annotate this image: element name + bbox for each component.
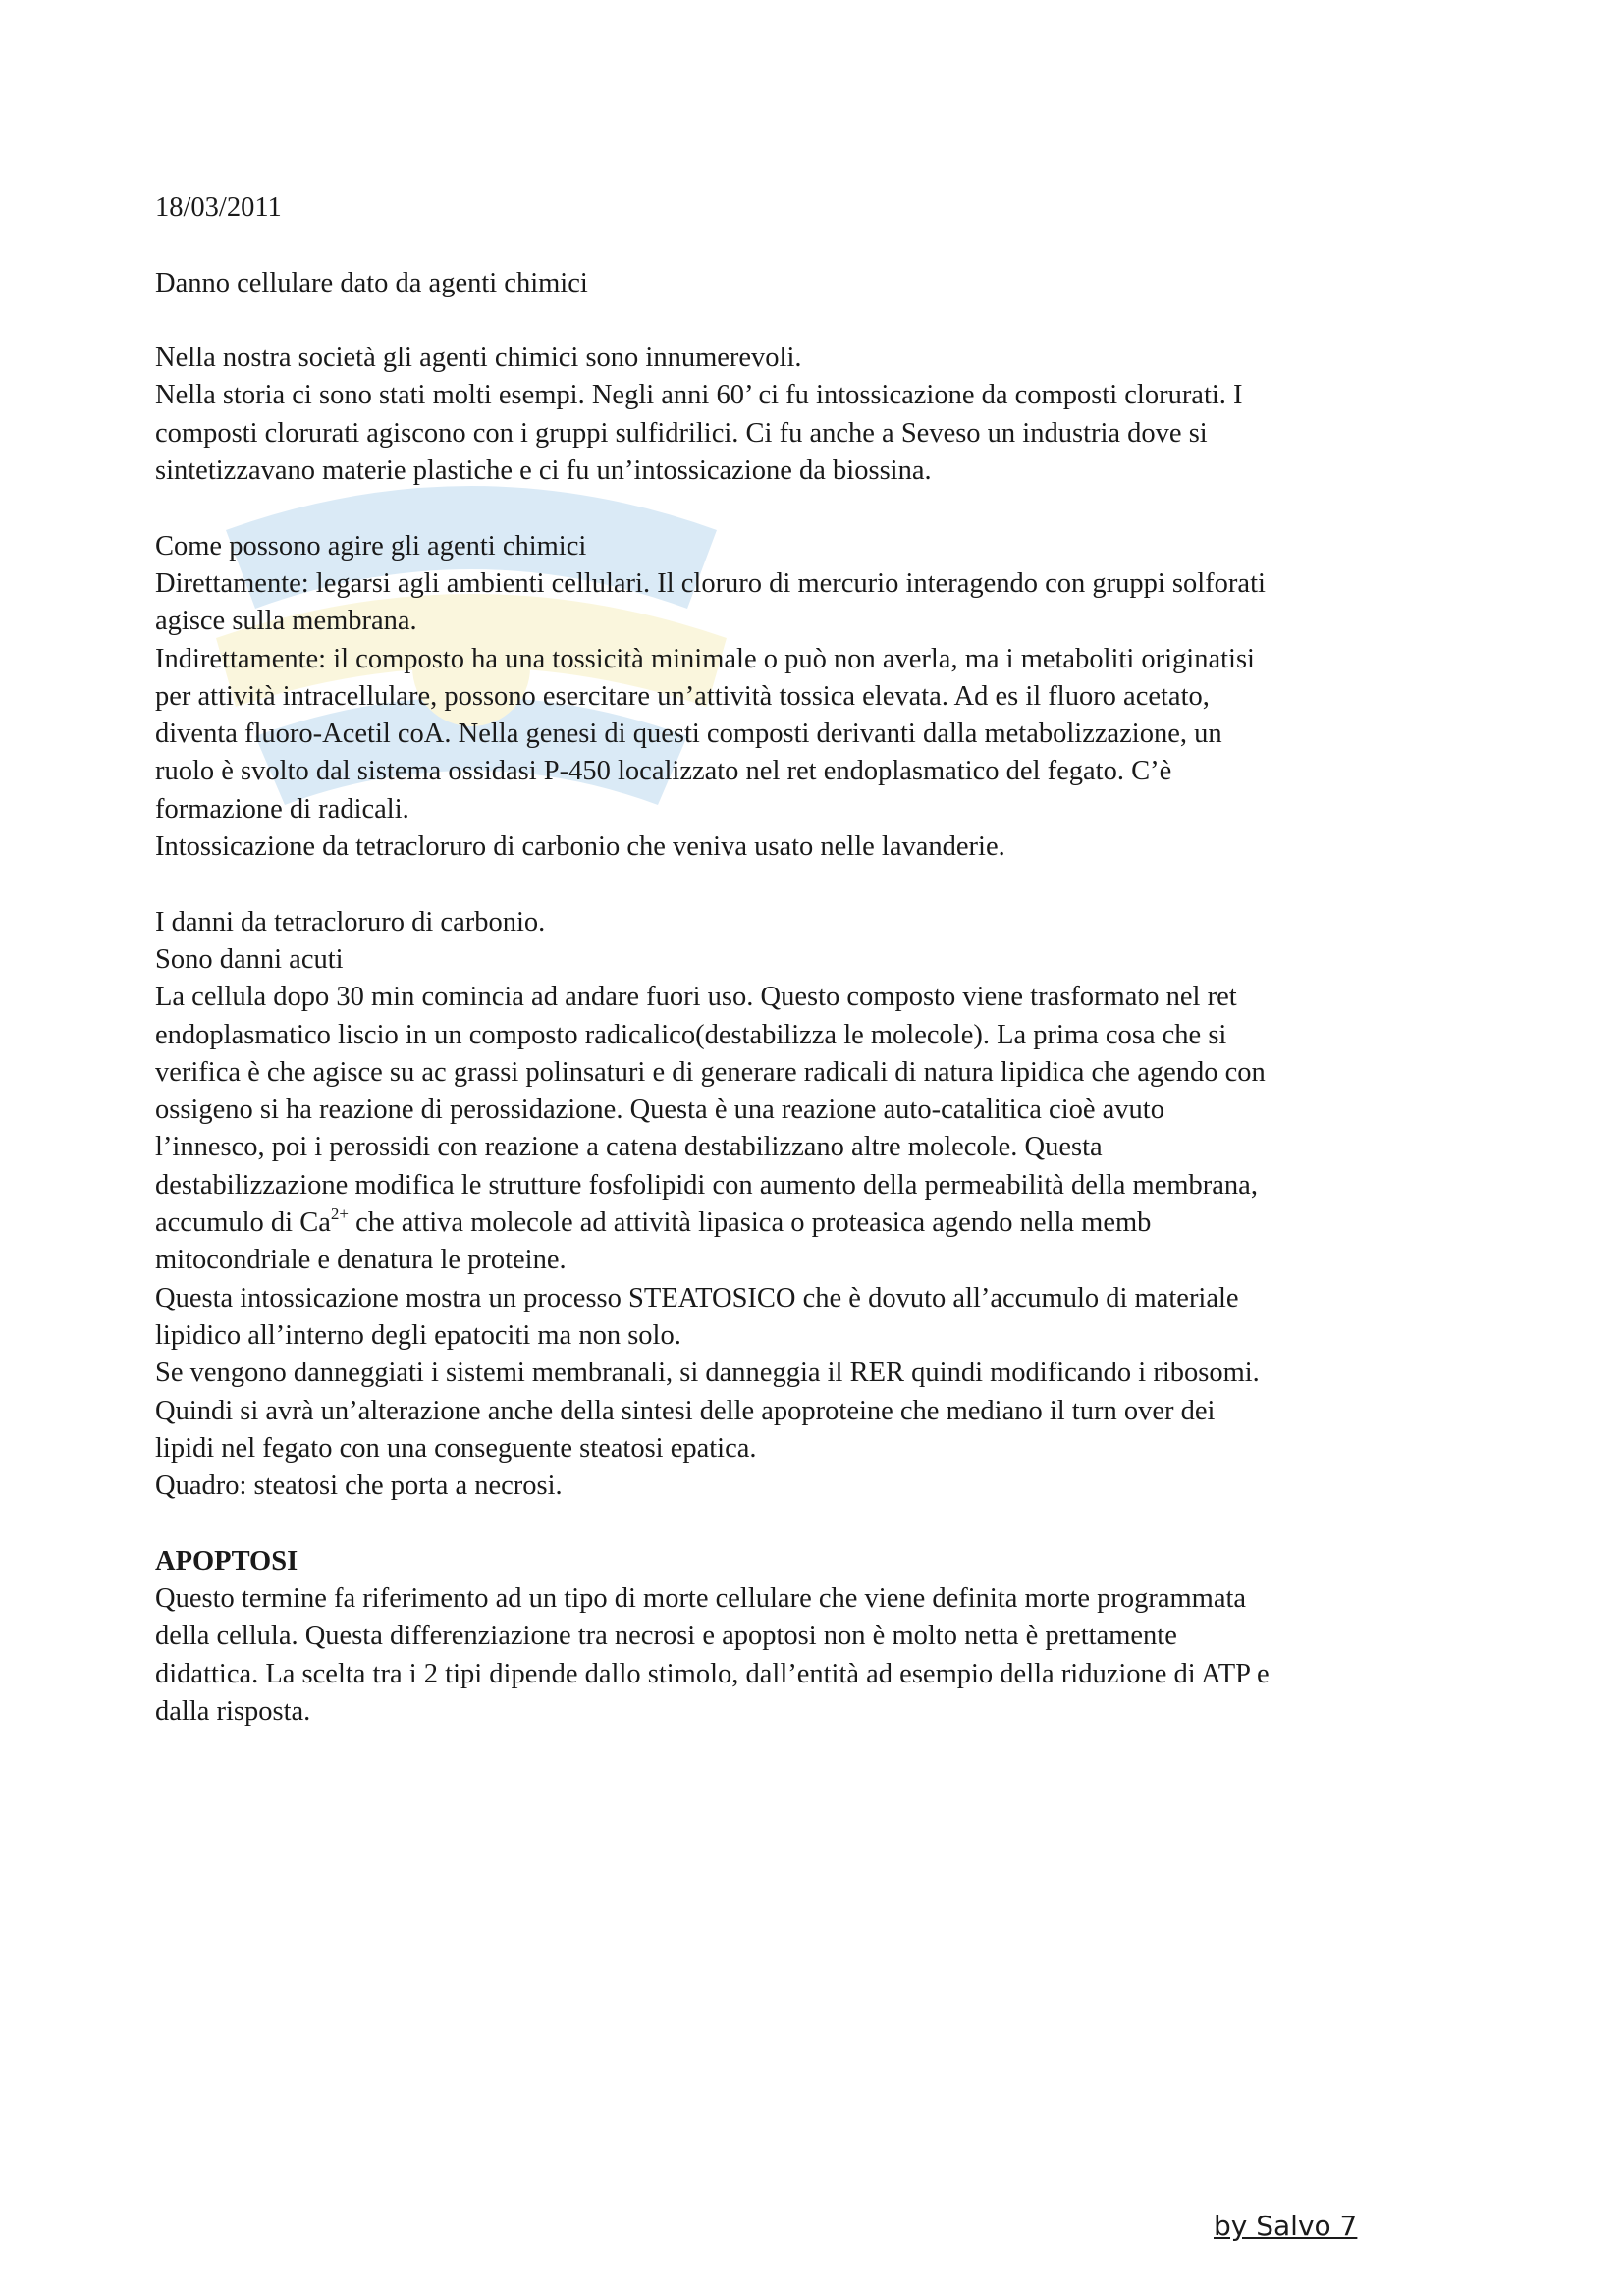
paragraph-line: ossigeno si ha reazione di perossidazione. Questa è una reazione auto-catalitica cioè avuto bbox=[155, 1095, 1164, 1126]
paragraph-line: La cellula dopo 30 min comincia ad andare fuori uso. Questo composto viene trasformato nel ret bbox=[155, 982, 1237, 1013]
paragraph-line: Indirettamente: il composto ha una tossicità minimale o può non averla, ma i metaboliti originatisi bbox=[155, 643, 1255, 674]
paragraph-line-calcium bbox=[155, 1204, 1490, 1242]
paragraph-line: lipidico all’interno degli epatociti ma non solo. bbox=[155, 1319, 681, 1351]
section-heading-agents: Come possono agire gli agenti chimici bbox=[155, 530, 587, 561]
paragraph-line: verifica è che agisce su ac grassi polinsaturi e di generare radicali di natura lipidica che agendo con bbox=[155, 1056, 1266, 1088]
paragraph-line: ruolo è svolto dal sistema ossidasi P-450 localizzato nel ret endoplasmatico del fegato. C’è bbox=[155, 756, 1172, 787]
paragraph-line: della cellula. Questa differenziazione tra necrosi e apoptosi non è molto netta è prettamente bbox=[155, 1621, 1177, 1652]
calcium-text-before: accumulo di Ca bbox=[155, 1207, 331, 1239]
paragraph-line: diventa fluoro-Acetil coA. Nella genesi di questi composti derivanti dalla metabolizzazione, un bbox=[155, 719, 1222, 750]
paragraph-line: Questo termine fa riferimento ad un tipo di morte cellulare che viene definita morte programmata bbox=[155, 1582, 1247, 1614]
paragraph-line: l’innesco, poi i perossidi con reazione a catena destabilizzano altre molecole. Questa bbox=[155, 1132, 1103, 1163]
paragraph-line: endoplasmatico liscio in un composto radicalico(destabilizza le molecole). La prima cosa che si bbox=[155, 1019, 1227, 1050]
paragraph-line: formazione di radicali. bbox=[155, 793, 409, 825]
paragraph-line: agisce sulla membrana. bbox=[155, 606, 417, 637]
document-date: 18/03/2011 bbox=[155, 192, 282, 223]
paragraph-line: Nella nostra società gli agenti chimici sono innumerevoli. bbox=[155, 343, 802, 374]
document-body bbox=[155, 189, 1490, 1731]
calcium-superscript: 2+ bbox=[330, 1204, 349, 1224]
paragraph-line: didattica. La scelta tra i 2 tipi dipende dallo stimolo, dall’entità ad esempio della riduzione di ATP e bbox=[155, 1658, 1270, 1689]
paragraph-line: destabilizzazione modifica le strutture fosfolipidi con aumento della permeabilità della membrana, bbox=[155, 1169, 1258, 1201]
paragraph-line: Sono danni acuti bbox=[155, 943, 344, 975]
paragraph-line: composti clorurati agiscono con i gruppi sulfidrilici. Ci fu anche a Seveso un industria dove si bbox=[155, 417, 1208, 449]
paragraph-line: lipidi nel fegato con una conseguente steatosi epatica. bbox=[155, 1432, 757, 1464]
section-heading-damage: I danni da tetracloruro di carbonio. bbox=[155, 906, 546, 937]
document-title: Danno cellulare dato da agenti chimici bbox=[155, 267, 588, 298]
calcium-text-after: che attiva molecole ad attività lipasica o proteasica agendo nella memb bbox=[348, 1207, 1152, 1239]
paragraph-line: Intossicazione da tetracloruro di carbonio che veniva usato nelle lavanderie. bbox=[155, 831, 1005, 863]
paragraph-line: sintetizzavano materie plastiche e ci fu un’intossicazione da biossina. bbox=[155, 455, 932, 487]
footer-author: by Salvo 7 bbox=[1214, 2210, 1358, 2242]
paragraph-line: Quindi si avrà un’alterazione anche della sintesi delle apoproteine che mediano il turn over dei bbox=[155, 1395, 1216, 1426]
paragraph-line: per attività intracellulare, possono esercitare un’attività tossica elevata. Ad es il fluoro acetato, bbox=[155, 680, 1210, 712]
paragraph-line: dalla risposta. bbox=[155, 1695, 311, 1727]
paragraph-line: Se vengono danneggiati i sistemi membranali, si danneggia il RER quindi modificando i ribosomi. bbox=[155, 1358, 1260, 1389]
paragraph-line: mitocondriale e denatura le proteine. bbox=[155, 1245, 567, 1276]
apoptosi-heading: APOPTOSI bbox=[155, 1545, 298, 1576]
paragraph-line: Nella storia ci sono stati molti esempi. Negli anni 60’ ci fu intossicazione da composti clorurati. I bbox=[155, 380, 1243, 411]
paragraph-line: Direttamente: legarsi agli ambienti cellulari. Il cloruro di mercurio interagendo con gruppi solforati bbox=[155, 567, 1266, 599]
paragraph-line: Questa intossicazione mostra un processo STEATOSICO che è dovuto all’accumulo di materiale bbox=[155, 1282, 1239, 1313]
paragraph-line: Quadro: steatosi che porta a necrosi. bbox=[155, 1470, 563, 1502]
